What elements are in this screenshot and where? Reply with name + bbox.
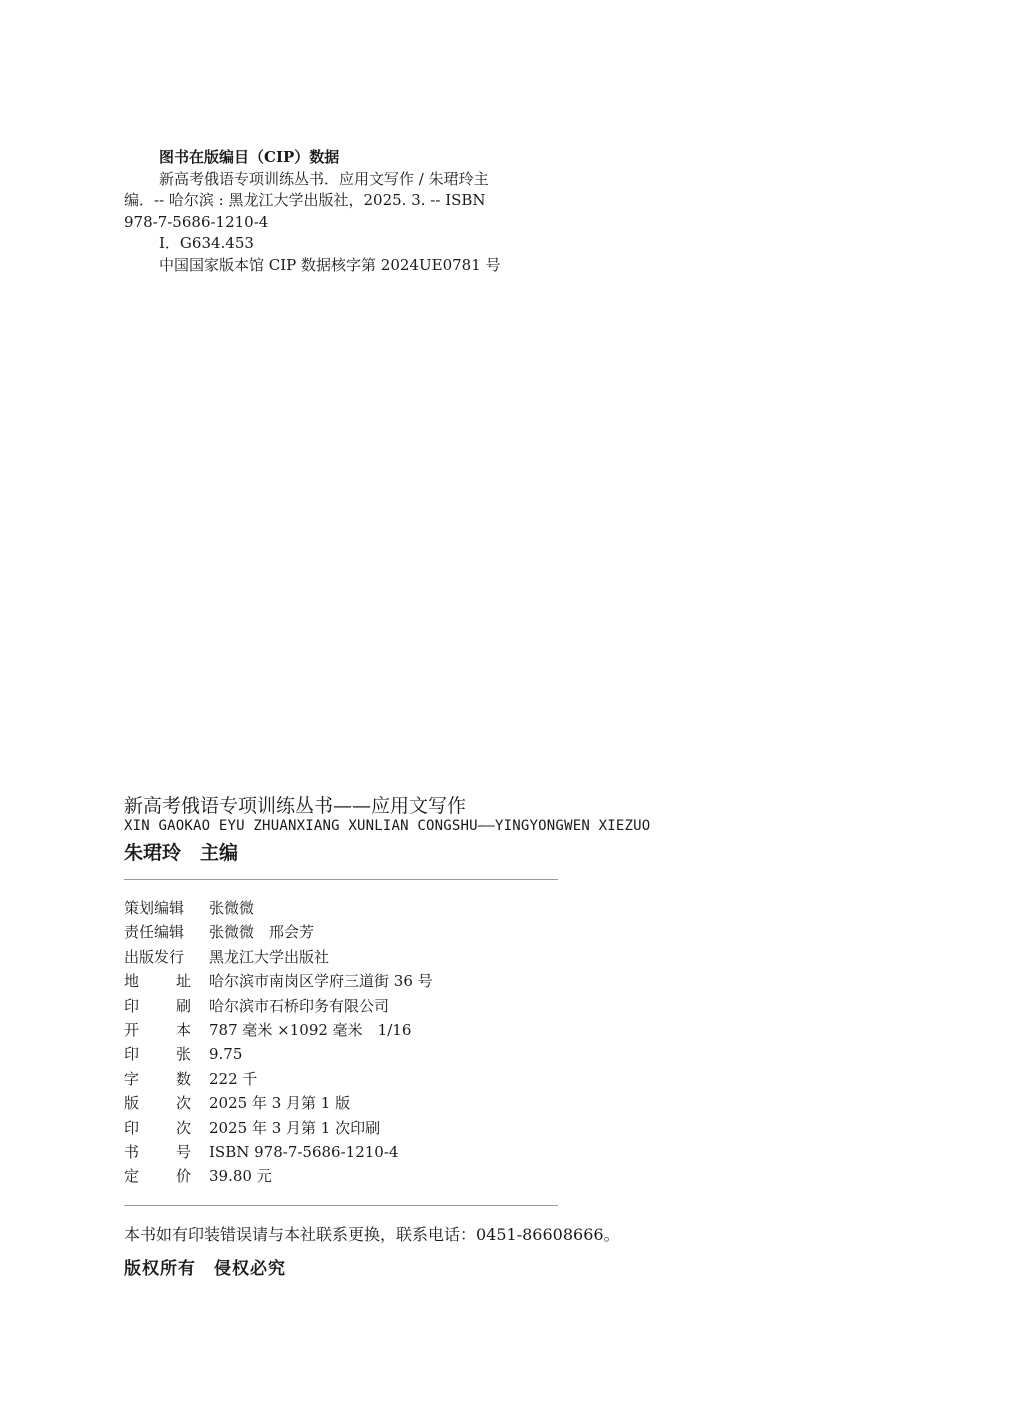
spec-label-part: 本 bbox=[175, 1020, 191, 1039]
spec-value: 2025 年 3 月第 1 版 bbox=[209, 1094, 351, 1113]
spec-value: 哈尔滨市石桥印务有限公司 bbox=[209, 996, 390, 1015]
spec-label-part: 印 bbox=[124, 1045, 140, 1064]
spec-label-part: 地 bbox=[124, 972, 140, 991]
spec-label-part: 定 bbox=[124, 1167, 140, 1186]
spec-label-part: 址 bbox=[175, 972, 191, 991]
spec-label-part: 策划编辑 bbox=[124, 899, 185, 917]
spec-label-part: 版 bbox=[124, 1094, 140, 1113]
spec-row bbox=[124, 1116, 433, 1140]
spec-label-part: 号 bbox=[175, 1142, 191, 1161]
spec-value: ISBN 978-7-5686-1210-4 bbox=[209, 1142, 399, 1161]
spec-label-part: 次 bbox=[175, 1118, 191, 1137]
spec-label bbox=[124, 1164, 209, 1188]
cip-block bbox=[124, 147, 564, 276]
spec-label bbox=[124, 1018, 209, 1042]
spec-value: 9.75 bbox=[209, 1045, 243, 1064]
spec-label bbox=[124, 1116, 209, 1140]
chief-editor: 朱珺玲 主编 bbox=[124, 842, 239, 864]
spec-value: 2025 年 3 月第 1 次印刷 bbox=[209, 1118, 381, 1137]
spec-row bbox=[124, 1042, 433, 1066]
spec-label-part: 印 bbox=[124, 1118, 140, 1137]
spec-value: 张微微 bbox=[209, 899, 255, 917]
spec-row bbox=[124, 1067, 433, 1091]
replacement-notice: 本书如有印装错误请与本社联系更换，联系电话：0451-86608666。 bbox=[124, 1225, 620, 1244]
spec-row bbox=[124, 994, 433, 1018]
spec-label-part: 印 bbox=[124, 996, 140, 1015]
spec-label-part: 数 bbox=[175, 1069, 191, 1088]
book-title-pinyin: XIN GAOKAO EYU ZHUANXIANG XUNLIAN CONGSHU——YINGYONGWEN XIEZUO bbox=[124, 818, 651, 834]
cip-line: 978-7-5686-1210-4 bbox=[124, 212, 269, 231]
book-title: 新高考俄语专项训练丛书——应用文写作 bbox=[124, 795, 467, 817]
spec-label bbox=[124, 994, 209, 1018]
spec-value: 张微微 邢会芳 bbox=[209, 923, 315, 942]
spec-label bbox=[124, 945, 209, 969]
spec-value: 黑龙江大学出版社 bbox=[209, 947, 330, 966]
spec-label bbox=[124, 1140, 209, 1164]
spec-label-part: 责任编辑 bbox=[124, 923, 185, 942]
spec-row bbox=[124, 1091, 433, 1115]
cip-record-number: 中国国家版本馆 CIP 数据核字第 2024UE0781 号 bbox=[159, 255, 501, 274]
publication-specs bbox=[124, 896, 433, 1189]
spec-label-part: 次 bbox=[175, 1094, 191, 1113]
spec-row bbox=[124, 1164, 433, 1188]
spec-label-part: 字 bbox=[124, 1069, 140, 1088]
spec-label-part: 张 bbox=[175, 1045, 191, 1064]
spec-value: 哈尔滨市南岗区学府三道街 36 号 bbox=[209, 972, 433, 991]
spec-row bbox=[124, 1018, 433, 1042]
spec-value: 787 毫米 ×1092 毫米 1/16 bbox=[209, 1020, 412, 1039]
spec-label bbox=[124, 896, 209, 920]
spec-label-part: 开 bbox=[124, 1020, 140, 1039]
spec-label bbox=[124, 1042, 209, 1066]
cip-classification: Ⅰ．G634.453 bbox=[159, 234, 254, 252]
spec-label bbox=[124, 969, 209, 993]
spec-label-part: 出版发行 bbox=[124, 947, 185, 966]
cip-heading: 图书在版编目（CIP）数据 bbox=[159, 148, 340, 166]
spec-label-part: 刷 bbox=[175, 996, 191, 1015]
spec-label-part: 价 bbox=[175, 1167, 191, 1186]
spec-row bbox=[124, 920, 433, 944]
divider bbox=[124, 1205, 558, 1206]
spec-row bbox=[124, 1140, 433, 1164]
divider bbox=[124, 879, 558, 880]
spec-row bbox=[124, 969, 433, 993]
spec-value: 222 千 bbox=[209, 1069, 258, 1088]
spec-label bbox=[124, 920, 209, 944]
spec-label bbox=[124, 1091, 209, 1115]
spec-label-part: 书 bbox=[124, 1142, 140, 1161]
spec-row bbox=[124, 896, 433, 920]
spec-label bbox=[124, 1067, 209, 1091]
spec-row bbox=[124, 945, 433, 969]
copyright-statement: 版权所有 侵权必究 bbox=[124, 1259, 286, 1279]
cip-line: 新高考俄语专项训练丛书．应用文写作 / 朱珺玲主 bbox=[159, 169, 489, 188]
spec-value: 39.80 元 bbox=[209, 1167, 272, 1186]
cip-line: 编．-- 哈尔滨 : 黑龙江大学出版社，2025. 3. -- ISBN bbox=[124, 191, 486, 209]
